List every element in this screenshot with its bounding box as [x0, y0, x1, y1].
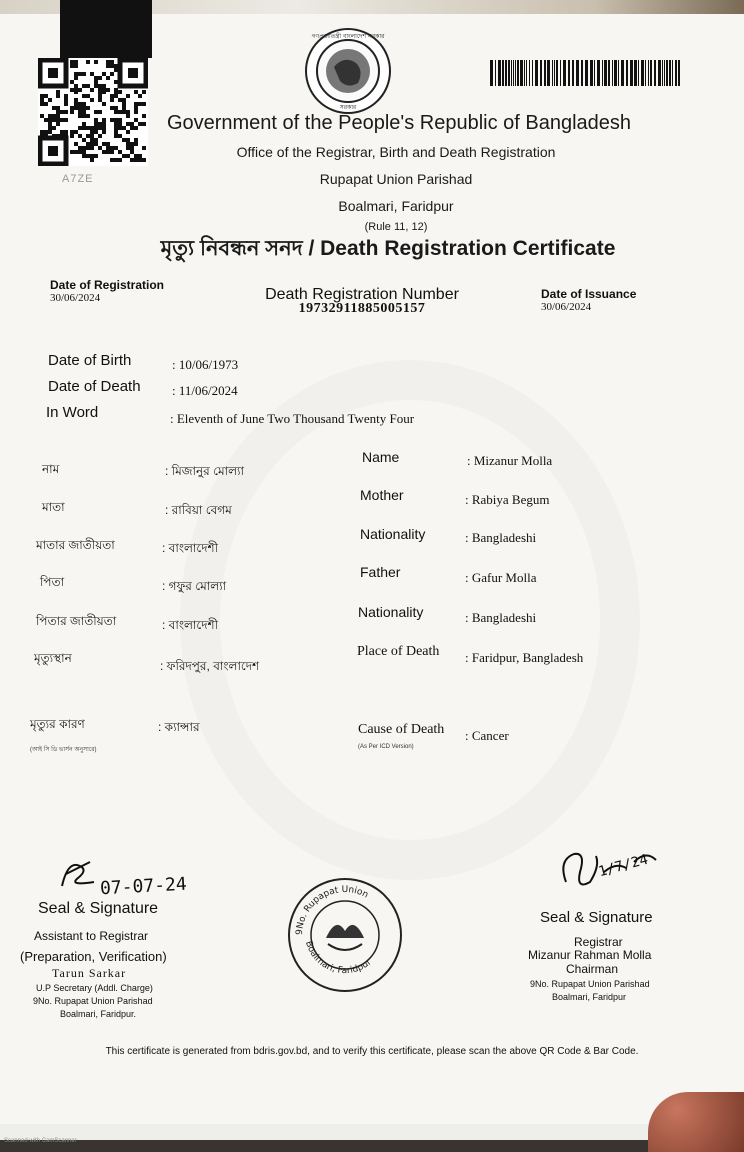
- bn-mother-nationality-value: : বাংলাদেশী: [162, 541, 219, 555]
- bn-name-label: নাম: [42, 462, 60, 476]
- bn-place-value: : ফরিদপুর, বাংলাদেশ: [160, 659, 260, 673]
- bn-mother-value: : রাবিয়া বেগম: [165, 503, 232, 517]
- dob-value: : 10/06/1973: [172, 357, 239, 372]
- left-line2: 9No. Rupapat Union Parishad: [33, 996, 153, 1006]
- date-of-registration-label: Date of Registration: [50, 278, 165, 292]
- rule-note: (Rule 11, 12): [364, 221, 428, 233]
- en-place-label: Place of Death: [357, 644, 440, 659]
- left-line3: Boalmari, Faridpur.: [60, 1009, 137, 1019]
- left-signature-scribble-icon: [58, 856, 98, 892]
- en-father-label: Father: [360, 564, 401, 580]
- black-tab: [60, 0, 152, 58]
- bn-name-value: : মিজানুর মোল্যা: [165, 464, 244, 478]
- right-line1: 9No. Rupapat Union Parishad: [530, 979, 650, 989]
- en-cause-note: (As Per ICD Version): [358, 744, 414, 750]
- barcode-icon[interactable]: [490, 60, 684, 86]
- watermark-emblem: [180, 360, 640, 880]
- right-line2: Boalmari, Faridpur: [552, 992, 627, 1002]
- bn-cause-note: (আই সি ডি ভার্সন অনুসারে): [30, 747, 97, 753]
- left-seal-label: Seal & Signature: [38, 900, 159, 917]
- en-father-nationality-value: : Bangladeshi: [465, 610, 537, 625]
- seal-bottom-text: Boalmari, Faridpur: [303, 939, 374, 977]
- union-seal-icon: [286, 876, 404, 994]
- bn-cause-value: : ক্যান্সার: [158, 720, 200, 734]
- bn-father-label: পিতা: [40, 575, 65, 589]
- en-name-label: Name: [362, 449, 400, 465]
- inword-value: : Eleventh of June Two Thousand Twenty Four: [170, 411, 415, 426]
- en-name-value: : Mizanur Molla: [467, 453, 553, 468]
- qr-caption: A7ZE: [62, 173, 94, 185]
- svg-text:Boalmari, Faridpur: [303, 940, 374, 976]
- death-registration-number: [250, 286, 474, 317]
- location-heading: Boalmari, Faridpur: [338, 198, 454, 214]
- date-of-issuance-label: Date of Issuance: [541, 287, 637, 301]
- en-mother-nationality-value: : Bangladeshi: [465, 530, 537, 545]
- en-father-nationality-label: Nationality: [358, 604, 424, 620]
- bn-father-nationality-label: পিতার জাতীয়তা: [36, 614, 117, 628]
- en-cause-label: Cause of Death: [358, 722, 445, 737]
- government-heading: Government of the People's Republic of Bangladesh: [166, 112, 632, 134]
- inword-label: In Word: [46, 404, 99, 421]
- dod-value: : 11/06/2024: [172, 383, 238, 398]
- bn-father-value: : গফুর মোল্যা: [162, 579, 227, 593]
- right-role: Registrar: [574, 935, 623, 949]
- date-of-registration: [50, 278, 164, 304]
- date-of-issuance-value: 30/06/2024: [541, 301, 592, 313]
- left-line1: U.P Secretary (Addl. Charge): [36, 983, 153, 993]
- right-title: Chairman: [566, 962, 619, 976]
- thumb-shadow: [648, 1092, 744, 1152]
- seal-top-text: 9No. Rupapat Union: [294, 884, 370, 936]
- left-handwritten-date: 07-07-24: [99, 873, 188, 900]
- en-place-value: : Faridpur, Bangladesh: [465, 650, 584, 665]
- en-father-value: : Gafur Molla: [465, 570, 537, 585]
- government-emblem-icon: [304, 27, 392, 115]
- right-handwritten-date: 1/7/24: [596, 851, 650, 881]
- left-name: Tarun Sarkar: [52, 966, 127, 980]
- en-cause-value: : Cancer: [465, 728, 509, 743]
- office-heading: Office of the Registrar, Birth and Death Registration: [236, 144, 556, 160]
- bn-mother-nationality-label: মাতার জাতীয়তা: [36, 538, 115, 552]
- footer-note: This certificate is generated from bdris.gov.bd, and to verify this certificate, please scan the above QR Code & Bar Code.: [105, 1046, 639, 1057]
- bn-father-nationality-value: : বাংলাদেশী: [162, 618, 219, 632]
- en-mother-nationality-label: Nationality: [360, 526, 426, 542]
- right-seal-label: Seal & Signature: [540, 909, 653, 926]
- drn-label: Death Registration Number: [265, 286, 459, 303]
- bn-place-label: মৃত্যুস্থান: [34, 651, 72, 665]
- date-of-issuance: [541, 287, 636, 313]
- bn-cause-label: মৃত্যুর কারণ: [30, 717, 85, 731]
- left-role2: (Preparation, Verification): [20, 949, 167, 964]
- en-mother-label: Mother: [360, 487, 404, 503]
- union-heading: Rupapat Union Parishad: [319, 171, 473, 187]
- right-name: Mizanur Rahman Molla: [528, 948, 652, 962]
- bn-mother-label: মাতা: [42, 500, 65, 514]
- dod-label: Date of Death: [48, 378, 141, 395]
- drn-value: 19732911885005157: [298, 301, 426, 316]
- left-role: Assistant to Registrar: [34, 929, 149, 943]
- dob-label: Date of Birth: [48, 352, 132, 369]
- en-mother-value: : Rabiya Begum: [465, 492, 550, 507]
- emblem-text: গণপ্রজাতন্ত্রী বাংলাদেশ সরকার: [311, 33, 385, 40]
- svg-text:সরকার: সরকার: [339, 104, 357, 111]
- date-of-registration-value: 30/06/2024: [50, 292, 101, 304]
- bottom-edge: [0, 1124, 744, 1140]
- certificate-title: মৃত্যু নিবন্ধন সনদ / Death Registration Certificate: [160, 237, 616, 260]
- scanner-watermark: Scanned with CamScanner: [4, 1138, 77, 1144]
